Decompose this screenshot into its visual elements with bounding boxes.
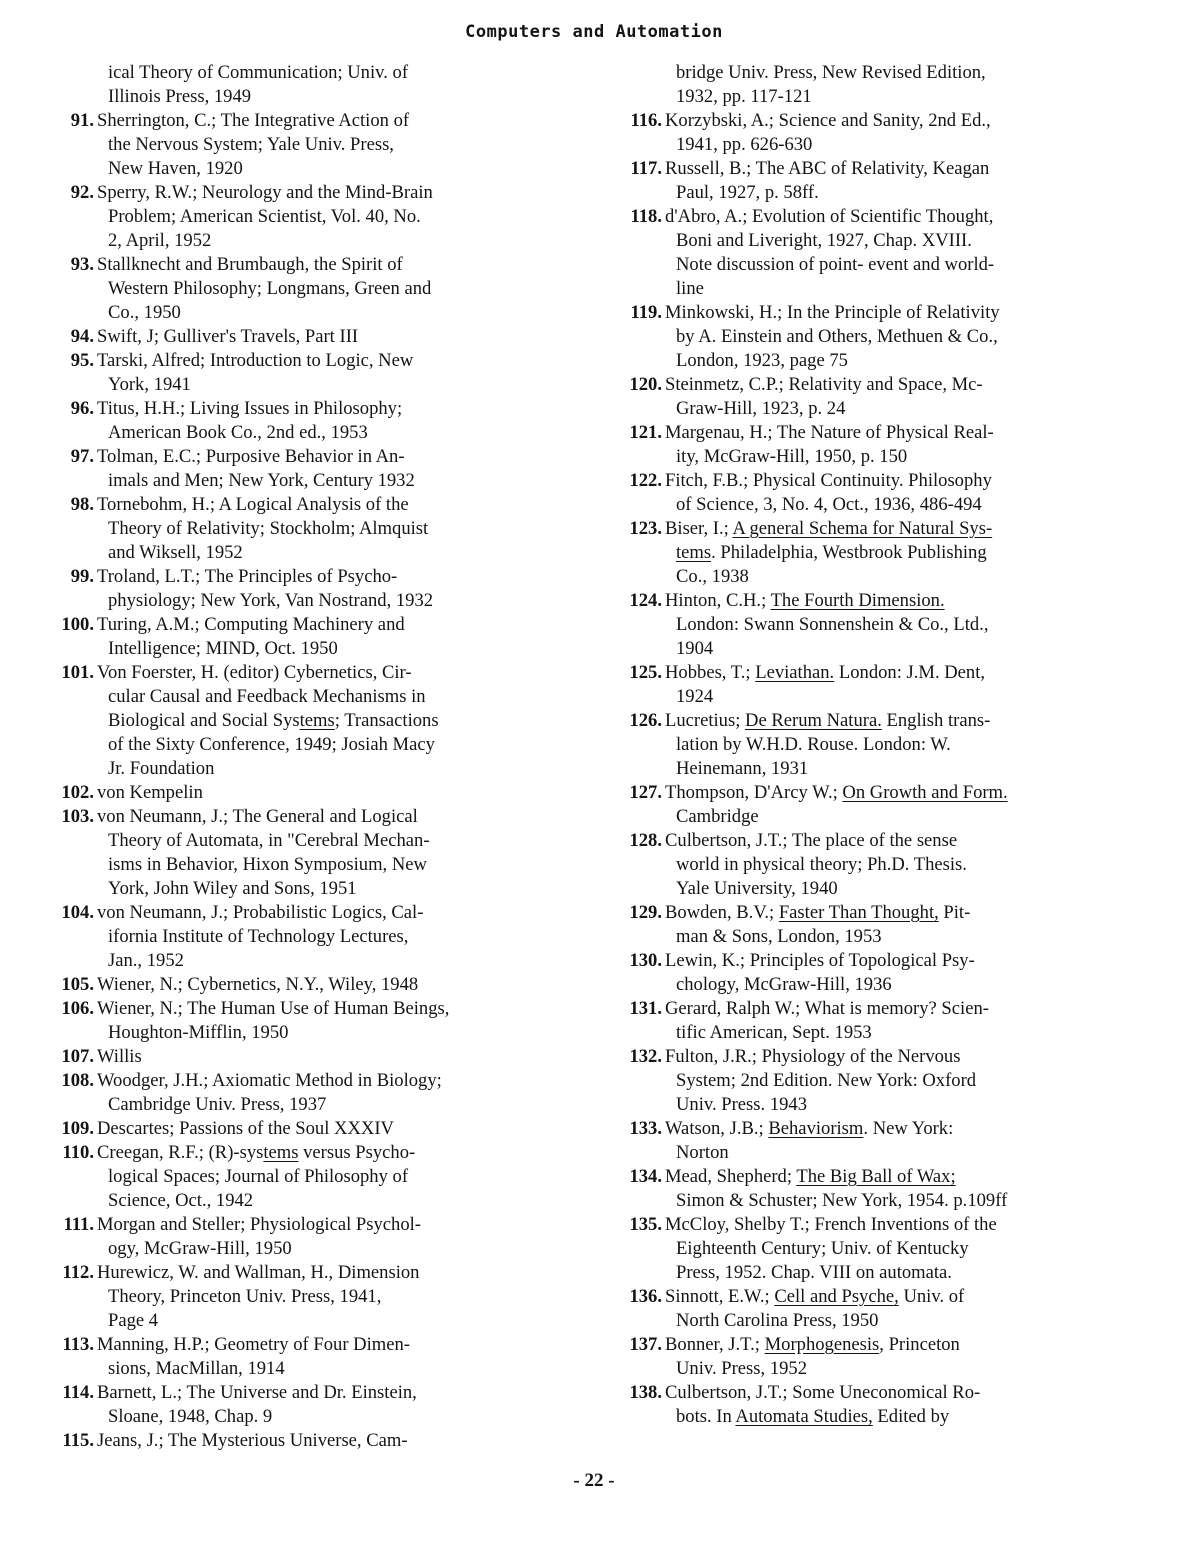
reference-line: Sperry, R.W.; Neurology and the Mind-Brain: [97, 182, 433, 203]
reference-text: [665, 997, 1158, 1045]
reference-line: American Book Co., 2nd ed., 1953: [108, 422, 368, 443]
reference-line: Univ. Press. 1943: [676, 1094, 808, 1115]
reference-text: [97, 1141, 570, 1213]
reference-line: Illinois Press, 1949: [108, 86, 252, 107]
reference-number: 135.: [629, 1214, 662, 1235]
underlined-title: tems: [299, 710, 335, 731]
reference-entry: [598, 829, 1158, 901]
reference-number: 115.: [62, 1430, 94, 1451]
reference-number: 130.: [629, 950, 662, 971]
underlined-title: The Fourth Dimension.: [770, 590, 945, 611]
reference-line: System; 2nd Edition. New York: Oxford: [676, 1070, 977, 1091]
reference-number: 118.: [630, 206, 662, 227]
reference-text: [97, 1213, 570, 1261]
reference-line: 1932, pp. 117-121: [676, 86, 812, 107]
reference-line: Bowden, B.V.; Faster Than Thought, Pit-: [665, 902, 971, 923]
reference-entry: [30, 445, 570, 493]
reference-text: [97, 1045, 570, 1069]
reference-line: cular Causal and Feedback Mechanisms in: [108, 686, 426, 707]
reference-line: Turing, A.M.; Computing Machinery and: [97, 614, 405, 635]
reference-entry: [598, 109, 1158, 157]
reference-text: [665, 109, 1158, 157]
reference-number: 136.: [629, 1286, 662, 1307]
reference-entry: [30, 1381, 570, 1429]
reference-number: 137.: [629, 1334, 662, 1355]
reference-line: of Science, 3, No. 4, Oct., 1936, 486-494: [676, 494, 982, 515]
underlined-title: Automata Studies,: [735, 1406, 873, 1427]
reference-line: Descartes; Passions of the Soul XXXIV: [97, 1118, 394, 1139]
right-column: [598, 61, 1158, 1429]
reference-text: [97, 1333, 570, 1381]
reference-text: [665, 1213, 1158, 1285]
reference-text: [108, 61, 570, 109]
reference-line: Hobbes, T.; Leviathan. London: J.M. Dent,: [665, 662, 986, 683]
reference-line: McCloy, Shelby T.; French Inventions of the: [665, 1214, 997, 1235]
reference-entry: [598, 1333, 1158, 1381]
reference-line: 1941, pp. 626-630: [676, 134, 813, 155]
reference-line: von Neumann, J.; The General and Logical: [97, 806, 418, 827]
reference-line: bridge Univ. Press, New Revised Edition,: [676, 62, 986, 83]
reference-number: 103.: [61, 806, 94, 827]
reference-entry: [30, 253, 570, 325]
reference-text: [665, 781, 1158, 829]
reference-number: 124.: [629, 590, 662, 611]
reference-text: [97, 781, 570, 805]
reference-entry: [598, 661, 1158, 709]
reference-line: imals and Men; New York, Century 1932: [108, 470, 415, 491]
reference-number: 92.: [70, 182, 94, 203]
reference-text: [97, 325, 570, 349]
reference-line: lation by W.H.D. Rouse. London: W.: [676, 734, 951, 755]
reference-number: 125.: [629, 662, 662, 683]
reference-number: 108.: [61, 1070, 94, 1091]
reference-line: man & Sons, London, 1953: [676, 926, 882, 947]
reference-entry: [30, 325, 570, 349]
reference-number: 94.: [70, 326, 94, 347]
reference-line: York, John Wiley and Sons, 1951: [108, 878, 357, 899]
reference-entry: [598, 421, 1158, 469]
reference-line: Fitch, F.B.; Physical Continuity. Philosophy: [665, 470, 992, 491]
reference-line: Biological and Social Systems; Transactions: [108, 710, 439, 731]
page-number: - 22 -: [573, 1470, 615, 1491]
reference-line: d'Abro, A.; Evolution of Scientific Thought,: [665, 206, 994, 227]
reference-line: Watson, J.B.; Behaviorism. New York:: [665, 1118, 954, 1139]
reference-entry: [30, 1141, 570, 1213]
reference-line: 2, April, 1952: [108, 230, 212, 251]
reference-line: logical Spaces; Journal of Philosophy of: [108, 1166, 409, 1187]
reference-line: Intelligence; MIND, Oct. 1950: [108, 638, 338, 659]
reference-text: [665, 1165, 1158, 1213]
reference-number: 117.: [630, 158, 662, 179]
reference-entry: [30, 973, 570, 997]
reference-entry: [30, 997, 570, 1045]
reference-number: 133.: [629, 1118, 662, 1139]
reference-line: Sherrington, C.; The Integrative Action of: [97, 110, 410, 131]
reference-line: Von Foerster, H. (editor) Cybernetics, Cir-: [97, 662, 412, 683]
reference-line: von Neumann, J.; Probabilistic Logics, Cal-: [97, 902, 424, 923]
reference-line: physiology; New York, Van Nostrand, 1932: [108, 590, 434, 611]
reference-line: Morgan and Steller; Physiological Psychol-: [97, 1214, 421, 1235]
reference-line: ity, McGraw-Hill, 1950, p. 150: [676, 446, 908, 467]
reference-number: 95.: [70, 350, 94, 371]
underlined-title: tems: [263, 1142, 299, 1163]
reference-line: New Haven, 1920: [108, 158, 243, 179]
reference-line: Thompson, D'Arcy W.; On Growth and Form.: [665, 782, 1008, 803]
reference-line: Bonner, J.T.; Morphogenesis, Princeton: [665, 1334, 960, 1355]
reference-line: the Nervous System; Yale Univ. Press,: [108, 134, 394, 155]
reference-line: ifornia Institute of Technology Lectures,: [108, 926, 409, 947]
reference-line: isms in Behavior, Hixon Symposium, New: [108, 854, 427, 875]
reference-entry: [598, 1381, 1158, 1429]
reference-number: 91.: [70, 110, 94, 131]
reference-line: Woodger, J.H.; Axiomatic Method in Biology;: [97, 1070, 442, 1091]
reference-line: Lucretius; De Rerum Natura. English trans-: [665, 710, 991, 731]
reference-text: [676, 61, 1158, 109]
reference-entry: [598, 373, 1158, 421]
reference-line: by A. Einstein and Others, Methuen & Co.,: [676, 326, 998, 347]
reference-text: [665, 949, 1158, 997]
reference-text: [665, 661, 1158, 709]
reference-line: Russell, B.; The ABC of Relativity, Keagan: [665, 158, 990, 179]
reference-line: Norton: [676, 1142, 729, 1163]
reference-line: Jr. Foundation: [108, 758, 215, 779]
reference-line: von Kempelin: [97, 782, 203, 803]
reference-line: Margenau, H.; The Nature of Physical Real-: [665, 422, 994, 443]
reference-number: 109.: [61, 1118, 94, 1139]
reference-line: Theory of Relativity; Stockholm; Almquist: [108, 518, 429, 539]
reference-line: tific American, Sept. 1953: [676, 1022, 872, 1043]
reference-text: [665, 589, 1158, 661]
reference-number: 127.: [629, 782, 662, 803]
reference-number: 119.: [630, 302, 662, 323]
reference-entry: [598, 157, 1158, 205]
underlined-title: De Rerum Natura.: [745, 710, 882, 731]
reference-text: [97, 349, 570, 397]
reference-text: [97, 1429, 570, 1453]
reference-entry: [598, 469, 1158, 517]
reference-entry: [598, 997, 1158, 1045]
reference-entry: [30, 805, 570, 901]
reference-line: Steinmetz, C.P.; Relativity and Space, Mc-: [665, 374, 983, 395]
reference-text: [97, 997, 570, 1045]
reference-text: [665, 1333, 1158, 1381]
reference-line: Tornebohm, H.; A Logical Analysis of the: [97, 494, 409, 515]
reference-number: 98.: [70, 494, 94, 515]
underlined-title: A general Schema for Natural Sys-: [732, 518, 993, 539]
reference-number: 128.: [629, 830, 662, 851]
reference-entry: [598, 301, 1158, 373]
reference-line: chology, McGraw-Hill, 1936: [676, 974, 892, 995]
reference-line: Theory of Automata, in "Cerebral Mechan-: [108, 830, 430, 851]
reference-text: [97, 1381, 570, 1429]
reference-number: 100.: [61, 614, 94, 635]
reference-number: 106.: [61, 998, 94, 1019]
reference-text: [665, 301, 1158, 373]
reference-line: Gerard, Ralph W.; What is memory? Scien-: [665, 998, 989, 1019]
reference-entry: [30, 397, 570, 445]
reference-entry: [598, 1165, 1158, 1213]
reference-line: Minkowski, H.; In the Principle of Relativity: [665, 302, 1000, 323]
reference-line: bots. In Automata Studies, Edited by: [676, 1406, 950, 1427]
reference-entry: [30, 781, 570, 805]
reference-line: Jeans, J.; The Mysterious Universe, Cam-: [97, 1430, 408, 1451]
reference-entry: [30, 1045, 570, 1069]
reference-text: [97, 565, 570, 613]
reference-line: Creegan, R.F.; (R)-systems versus Psycho-: [97, 1142, 416, 1163]
reference-line: Culbertson, J.T.; The place of the sense: [665, 830, 958, 851]
reference-number: 123.: [629, 518, 662, 539]
reference-text: [97, 1069, 570, 1117]
reference-line: Manning, H.P.; Geometry of Four Dimen-: [97, 1334, 410, 1355]
underlined-title: Behaviorism: [768, 1118, 864, 1139]
reference-entry: [30, 661, 570, 781]
reference-text: [97, 109, 570, 181]
reference-line: Note discussion of point- event and world-: [676, 254, 995, 275]
reference-text: [665, 829, 1158, 901]
reference-text: [665, 1117, 1158, 1165]
reference-text: [665, 469, 1158, 517]
reference-line: Problem; American Scientist, Vol. 40, No.: [108, 206, 421, 227]
reference-line: Willis: [97, 1046, 142, 1067]
reference-text: [665, 157, 1158, 205]
reference-text: [665, 1045, 1158, 1117]
reference-text: [665, 709, 1158, 781]
reference-text: [97, 1117, 570, 1141]
reference-line: Boni and Liveright, 1927, Chap. XVIII.: [676, 230, 972, 251]
reference-text: [665, 901, 1158, 949]
reference-line: Heinemann, 1931: [676, 758, 809, 779]
reference-entry: [30, 109, 570, 181]
reference-entry: [30, 565, 570, 613]
reference-line: York, 1941: [108, 374, 191, 395]
reference-number: 111.: [63, 1214, 94, 1235]
reference-entry: [30, 1069, 570, 1117]
reference-line: Graw-Hill, 1923, p. 24: [676, 398, 846, 419]
reference-number: 134.: [629, 1166, 662, 1187]
reference-line: Sinnott, E.W.; Cell and Psyche, Univ. of: [665, 1286, 965, 1307]
reference-text: [97, 181, 570, 253]
reference-line: Western Philosophy; Longmans, Green and: [108, 278, 432, 299]
reference-number: 114.: [62, 1382, 94, 1403]
reference-line: Jan., 1952: [108, 950, 184, 971]
reference-number: 129.: [629, 902, 662, 923]
reference-number: 131.: [629, 998, 662, 1019]
reference-text: [665, 421, 1158, 469]
reference-line: Hurewicz, W. and Wallman, H., Dimension: [97, 1262, 420, 1283]
reference-line: Univ. Press, 1952: [676, 1358, 808, 1379]
reference-number: 112.: [62, 1262, 94, 1283]
reference-line: Fulton, J.R.; Physiology of the Nervous: [665, 1046, 961, 1067]
reference-entry: [598, 61, 1158, 109]
reference-line: Simon & Schuster; New York, 1954. p.109ff: [676, 1190, 1008, 1211]
reference-text: [97, 493, 570, 565]
underlined-title: tems: [676, 542, 712, 563]
underlined-title: Leviathan.: [755, 662, 835, 683]
reference-entry: [30, 1117, 570, 1141]
reference-entry: [598, 205, 1158, 301]
reference-line: line: [676, 278, 704, 299]
reference-entry: [30, 1261, 570, 1333]
reference-line: Lewin, K.; Principles of Topological Psy-: [665, 950, 975, 971]
reference-number: 132.: [629, 1046, 662, 1067]
reference-line: Theory, Princeton Univ. Press, 1941,: [108, 1286, 382, 1307]
reference-text: [97, 661, 570, 781]
reference-entry: [30, 349, 570, 397]
reference-line: Eighteenth Century; Univ. of Kentucky: [676, 1238, 969, 1259]
reference-line: Stallknecht and Brumbaugh, the Spirit of: [97, 254, 403, 275]
reference-line: Biser, I.; A general Schema for Natural Sys-: [665, 518, 993, 539]
reference-line: 1904: [676, 638, 714, 659]
reference-entry: [598, 949, 1158, 997]
left-column: [30, 61, 570, 1453]
reference-line: Barnett, L.; The Universe and Dr. Einstein,: [97, 1382, 417, 1403]
reference-line: Co., 1938: [676, 566, 749, 587]
reference-text: [97, 1261, 570, 1333]
reference-number: 126.: [629, 710, 662, 731]
reference-entry: [30, 61, 570, 109]
reference-line: North Carolina Press, 1950: [676, 1310, 879, 1331]
reference-line: Tolman, E.C.; Purposive Behavior in An-: [97, 446, 405, 467]
reference-line: London, 1923, page 75: [676, 350, 848, 371]
reference-number: 116.: [630, 110, 662, 131]
reference-number: 105.: [61, 974, 94, 995]
reference-number: 138.: [629, 1382, 662, 1403]
reference-entry: [598, 709, 1158, 781]
reference-line: and Wiksell, 1952: [108, 542, 243, 563]
reference-line: Wiener, N.; The Human Use of Human Beings,: [97, 998, 450, 1019]
reference-text: [665, 1381, 1158, 1429]
reference-entry: [598, 1213, 1158, 1285]
reference-entry: [598, 1045, 1158, 1117]
reference-entry: [30, 181, 570, 253]
reference-number: 121.: [629, 422, 662, 443]
reference-entry: [598, 901, 1158, 949]
reference-line: Culbertson, J.T.; Some Uneconomical Ro-: [665, 1382, 981, 1403]
reference-line: sions, MacMillan, 1914: [108, 1358, 285, 1379]
reference-line: Houghton-Mifflin, 1950: [108, 1022, 289, 1043]
page-header: Computers and Automation: [465, 22, 723, 42]
reference-number: 107.: [61, 1046, 94, 1067]
reference-entry: [30, 901, 570, 973]
reference-number: 113.: [62, 1334, 94, 1355]
underlined-title: Morphogenesis: [764, 1334, 880, 1355]
underlined-title: On Growth and Form.: [842, 782, 1008, 803]
underlined-title: The Big Ball of Wax;: [796, 1166, 956, 1187]
reference-line: Hinton, C.H.; The Fourth Dimension.: [665, 590, 945, 611]
reference-text: [97, 613, 570, 661]
reference-entry: [598, 589, 1158, 661]
reference-line: of the Sixty Conference, 1949; Josiah Macy: [108, 734, 435, 755]
reference-text: [665, 205, 1158, 301]
reference-number: 101.: [61, 662, 94, 683]
reference-number: 96.: [70, 398, 94, 419]
reference-line: Co., 1950: [108, 302, 181, 323]
reference-text: [97, 805, 570, 901]
reference-line: Swift, J; Gulliver's Travels, Part III: [97, 326, 359, 347]
reference-line: Science, Oct., 1942: [108, 1190, 254, 1211]
reference-text: [665, 373, 1158, 421]
reference-number: 120.: [629, 374, 662, 395]
reference-text: [97, 973, 570, 997]
reference-entry: [30, 1429, 570, 1453]
reference-number: 99.: [70, 566, 94, 587]
reference-text: [665, 517, 1158, 589]
reference-entry: [598, 781, 1158, 829]
reference-line: ogy, McGraw-Hill, 1950: [108, 1238, 292, 1259]
reference-entry: [30, 1333, 570, 1381]
reference-line: Wiener, N.; Cybernetics, N.Y., Wiley, 1948: [97, 974, 419, 995]
reference-line: Cambridge Univ. Press, 1937: [108, 1094, 327, 1115]
reference-line: Troland, L.T.; The Principles of Psycho-: [97, 566, 398, 587]
reference-text: [97, 901, 570, 973]
reference-entry: [30, 613, 570, 661]
reference-number: 102.: [61, 782, 94, 803]
reference-text: [97, 253, 570, 325]
reference-entry: [30, 493, 570, 565]
reference-line: Yale University, 1940: [676, 878, 838, 899]
reference-number: 104.: [61, 902, 94, 923]
reference-line: Paul, 1927, p. 58ff.: [676, 182, 819, 203]
reference-entry: [598, 517, 1158, 589]
reference-line: Press, 1952. Chap. VIII on automata.: [676, 1262, 952, 1283]
underlined-title: Faster Than Thought,: [778, 902, 939, 923]
reference-line: Page 4: [108, 1310, 159, 1331]
reference-line: Cambridge: [676, 806, 759, 827]
reference-text: [97, 445, 570, 493]
reference-entry: [30, 1213, 570, 1261]
reference-number: 97.: [70, 446, 94, 467]
reference-line: Mead, Shepherd; The Big Ball of Wax;: [665, 1166, 956, 1187]
reference-line: Tarski, Alfred; Introduction to Logic, New: [97, 350, 414, 371]
reference-line: Korzybski, A.; Science and Sanity, 2nd Ed.,: [665, 110, 991, 131]
reference-entry: [598, 1117, 1158, 1165]
reference-entry: [598, 1285, 1158, 1333]
reference-line: tems. Philadelphia, Westbrook Publishing: [676, 542, 987, 563]
reference-line: Titus, H.H.; Living Issues in Philosophy;: [97, 398, 403, 419]
reference-number: 122.: [629, 470, 662, 491]
reference-text: [97, 397, 570, 445]
reference-line: world in physical theory; Ph.D. Thesis.: [676, 854, 967, 875]
reference-line: Sloane, 1948, Chap. 9: [108, 1406, 273, 1427]
reference-number: 93.: [70, 254, 94, 275]
reference-text: [665, 1285, 1158, 1333]
reference-line: 1924: [676, 686, 714, 707]
underlined-title: Cell and Psyche,: [774, 1286, 899, 1307]
reference-line: London: Swann Sonnenshein & Co., Ltd.,: [676, 614, 989, 635]
reference-number: 110.: [62, 1142, 94, 1163]
reference-line: ical Theory of Communication; Univ. of: [108, 62, 409, 83]
